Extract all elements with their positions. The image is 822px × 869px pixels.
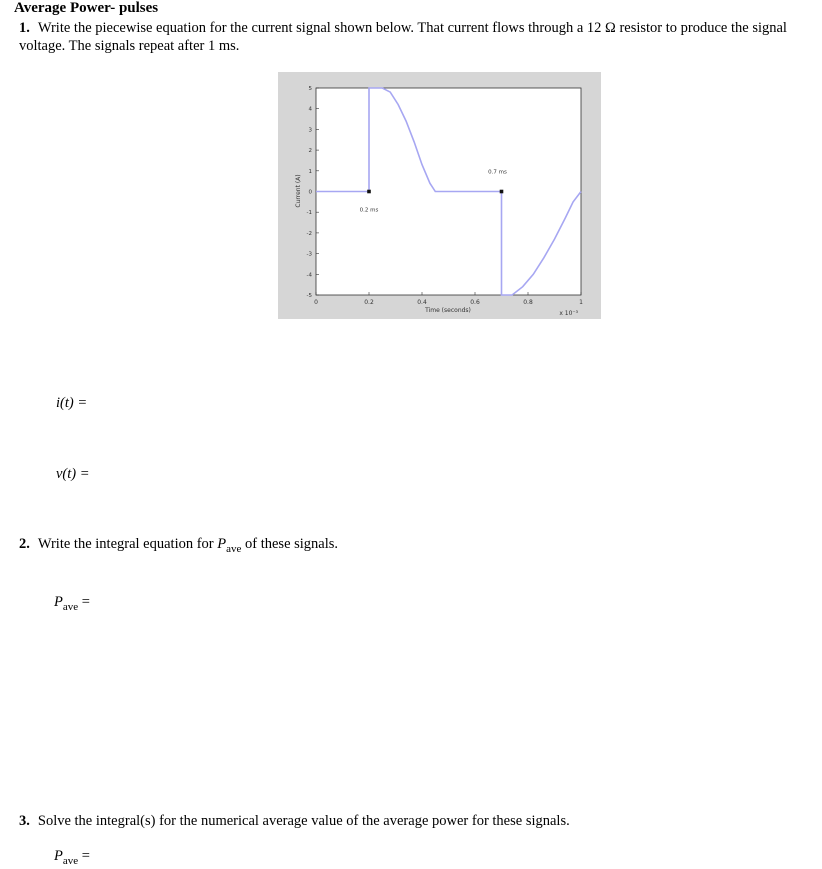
pave-equation-2	[54, 848, 90, 867]
x-tick-label: 1	[579, 299, 583, 306]
y-tick-label: 2	[308, 148, 312, 155]
annotation-label: 0.7 ms	[488, 169, 507, 176]
y-axis-label: Current (A)	[295, 174, 302, 208]
y-tick-label: 3	[308, 127, 312, 134]
x-tick-label: 0.8	[523, 299, 533, 306]
y-tick-label: -3	[306, 251, 312, 258]
question-3-number: 3.	[19, 813, 30, 829]
voltage-equation	[56, 466, 90, 483]
pave-2-sub: ave	[62, 855, 79, 867]
question-2-number: 2.	[19, 536, 30, 552]
pave-equation-1	[54, 594, 90, 613]
current-signal-chart	[278, 72, 601, 319]
pave-1-symbol: P	[54, 594, 63, 610]
x-tick-label: 0.4	[417, 299, 427, 306]
question-3-text: Solve the integral(s) for the numerical average value of the average power for these signals.	[37, 813, 570, 829]
current-equation	[56, 395, 87, 412]
x-tick-label: 0	[314, 299, 318, 306]
question-3	[19, 813, 570, 830]
y-tick-label: -4	[306, 272, 312, 279]
question-2	[19, 536, 338, 555]
page-title: Average Power- pulses	[14, 0, 159, 16]
pave-1-equals: =	[78, 594, 90, 610]
data-marker	[500, 190, 504, 194]
question-1-text: Write the piecewise equation for the current signal shown below. That current flows through a 12 Ω resistor to produce the signal voltage. The signals repeat after 1 ms.	[19, 20, 787, 54]
voltage-equation-lhs: v(t) =	[56, 466, 90, 482]
y-tick-label: -1	[306, 210, 312, 217]
x-multiplier-label: x 10⁻³	[559, 310, 578, 317]
y-tick-label: -2	[306, 230, 312, 237]
y-tick-label: 4	[308, 106, 312, 113]
x-tick-label: 0.2	[364, 299, 374, 306]
current-signal-figure	[278, 72, 601, 319]
y-tick-label: -5	[306, 293, 312, 299]
y-tick-label: 1	[308, 168, 312, 175]
question-1-number: 1.	[19, 20, 30, 36]
annotation-label: 0.2 ms	[359, 207, 379, 214]
question-2-text-after: of these signals.	[241, 536, 339, 552]
x-tick-label: 0.6	[470, 299, 480, 306]
current-equation-lhs: i(t) =	[56, 395, 88, 411]
data-marker	[367, 190, 371, 194]
question-2-p-symbol: P	[217, 536, 227, 552]
pave-1-sub: ave	[62, 601, 79, 613]
question-2-p-sub: ave	[226, 543, 242, 555]
pave-2-symbol: P	[54, 848, 63, 864]
question-1	[19, 19, 819, 55]
question-2-text-before: Write the integral equation for	[37, 536, 218, 552]
x-axis-label: Time (seconds)	[425, 307, 471, 314]
pave-2-equals: =	[78, 848, 90, 864]
y-tick-label: 0	[308, 189, 312, 196]
y-tick-label: 5	[308, 86, 312, 92]
